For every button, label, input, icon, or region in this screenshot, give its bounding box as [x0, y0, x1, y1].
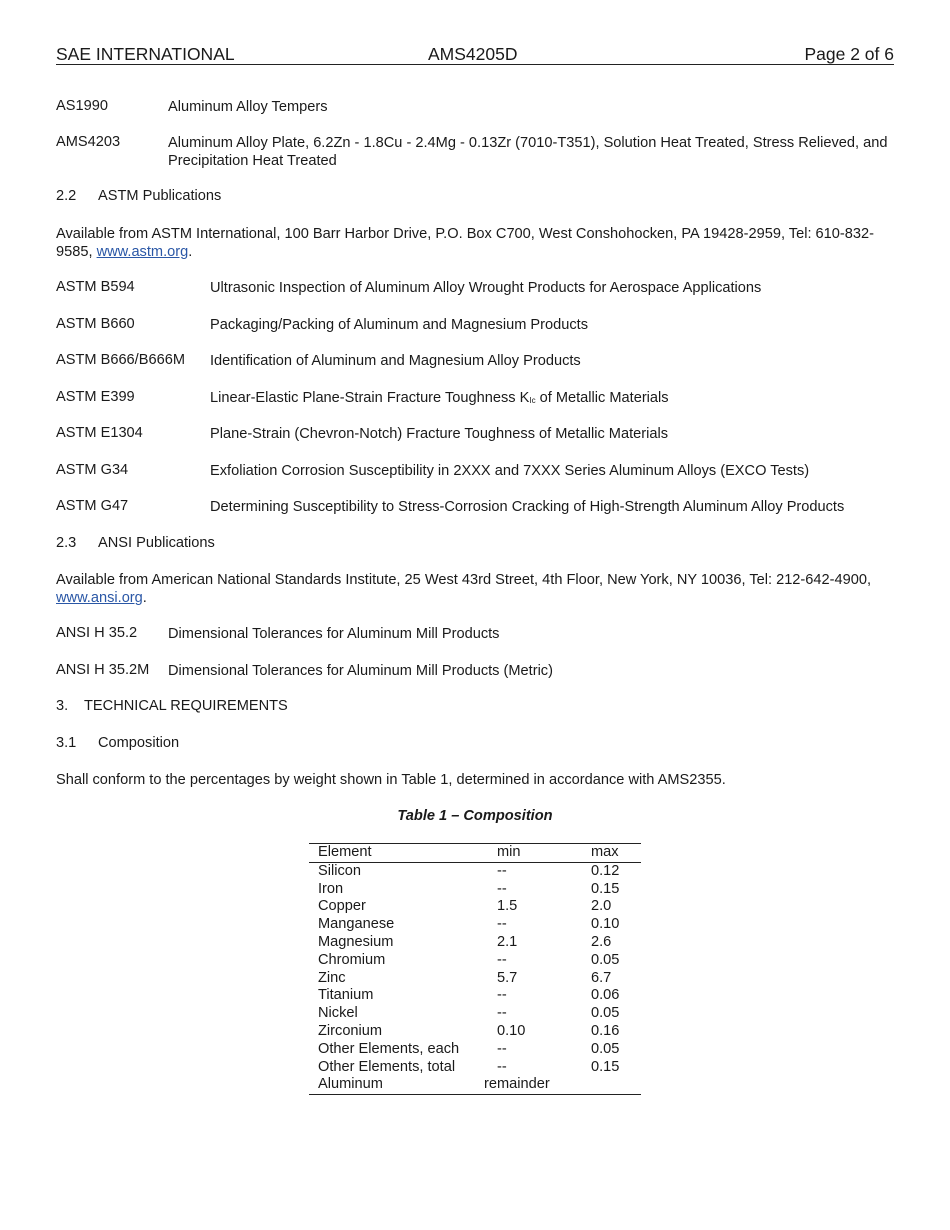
table-row — [309, 1059, 641, 1077]
ansi-link[interactable]: www.ansi.org — [56, 590, 143, 606]
cell-min: 2.1 — [497, 933, 518, 950]
section-number-3-1: 3.1 — [56, 735, 77, 751]
cell-element: Zinc — [318, 969, 346, 986]
table-caption: Table 1 – Composition — [397, 808, 553, 824]
cell-min: -- — [497, 951, 507, 968]
ref-code-astm-e399: ASTM E399 — [56, 389, 135, 405]
table-header-element: Element — [318, 844, 372, 860]
cell-min: -- — [497, 987, 507, 1004]
cell-element: Manganese — [318, 916, 395, 933]
ref-title-astm-b666: Identification of Aluminum and Magnesium Alloy Products — [210, 353, 581, 369]
ref-title-astm-e399 — [210, 389, 894, 410]
ref-code-ams4203: AMS4203 — [56, 134, 121, 150]
cell-element: Magnesium — [318, 933, 394, 950]
ref-title-astm-b660: Packaging/Packing of Aluminum and Magnesium Products — [210, 317, 589, 333]
cell-min: -- — [497, 916, 507, 933]
header-page-number: Page 2 of 6 — [804, 44, 894, 64]
ref-code-astm-b666: ASTM B666/B666M — [56, 352, 185, 368]
section-heading-astm: ASTM Publications — [98, 188, 222, 204]
ref-code-astm-g47: ASTM G47 — [56, 498, 129, 514]
cell-max: 0.05 — [591, 1005, 620, 1022]
table-row — [309, 952, 641, 970]
cell-min: -- — [497, 1040, 507, 1057]
astm-link[interactable]: www.astm.org — [96, 244, 189, 260]
table-header-min: min — [497, 844, 521, 860]
ref-title-ams4203: Aluminum Alloy Plate, 6.2Zn - 1.8Cu - 2.4Mg - 0.13Zr (7010-T351), Solution Heat Treated, Stress Relieved, and Precipitation Heat Treated — [168, 135, 888, 169]
cell-max: 0.10 — [591, 916, 620, 933]
cell-min: -- — [497, 880, 507, 897]
cell-element: Iron — [318, 880, 344, 897]
cell-max: 2.0 — [591, 898, 612, 915]
cell-max: 0.15 — [591, 880, 620, 897]
table-row — [309, 934, 641, 952]
table-row — [309, 1041, 641, 1059]
ref-title-e399-subscript: Ic — [529, 396, 536, 405]
table-row — [309, 862, 641, 880]
cell-element: Titanium — [318, 987, 374, 1004]
cell-max: 0.15 — [591, 1058, 620, 1075]
page-header — [56, 44, 894, 65]
cell-max: 6.7 — [591, 969, 612, 986]
cell-element: Zirconium — [318, 1022, 383, 1039]
cell-max: 0.05 — [591, 1040, 620, 1057]
ref-title-astm-e1304: Plane-Strain (Chevron-Notch) Fracture Toughness of Metallic Materials — [210, 426, 668, 442]
ref-code-astm-b660: ASTM B660 — [56, 316, 135, 332]
section-heading-composition: Composition — [98, 735, 180, 751]
cell-min: -- — [497, 862, 507, 879]
cell-min: 1.5 — [497, 898, 518, 915]
cell-element: Nickel — [318, 1005, 358, 1022]
cell-max: 2.6 — [591, 933, 612, 950]
cell-max: 0.05 — [591, 951, 620, 968]
composition-table — [309, 843, 641, 1095]
section-number-2-2: 2.2 — [56, 188, 77, 204]
section-heading-technical-requirements: TECHNICAL REQUIREMENTS — [84, 698, 288, 714]
cell-element: Aluminum — [318, 1076, 383, 1093]
ref-title-e399-pre: Linear-Elastic Plane-Strain Fracture Toughness K — [210, 390, 530, 406]
section-number-2-3: 2.3 — [56, 535, 77, 551]
cell-min: -- — [497, 1005, 507, 1022]
cell-min: remainder — [484, 1076, 550, 1093]
ref-title-as1990: Aluminum Alloy Tempers — [168, 99, 328, 115]
cell-max: 0.16 — [591, 1022, 620, 1039]
section-number-3: 3. — [56, 698, 69, 714]
header-org: SAE INTERNATIONAL — [56, 44, 235, 64]
ref-title-e399-post: of Metallic Materials — [535, 390, 669, 406]
cell-element: Copper — [318, 898, 366, 915]
ref-code-ansi-h35-2: ANSI H 35.2 — [56, 625, 138, 641]
astm-availability-text: Available from ASTM International, 100 Barr Harbor Drive, P.O. Box C700, West Conshohocken, PA 19428-2959, Tel: 610-832-9585, — [56, 226, 874, 260]
table-row — [309, 916, 641, 934]
table-row — [309, 987, 641, 1005]
table-row — [309, 898, 641, 916]
table-row — [309, 1076, 641, 1094]
table-header-max: max — [591, 844, 619, 860]
cell-min: 0.10 — [497, 1022, 526, 1039]
ref-title-ansi-h35-2: Dimensional Tolerances for Aluminum Mill Products — [168, 626, 500, 642]
table-row — [309, 1005, 641, 1023]
cell-max — [582, 1076, 641, 1094]
ref-code-astm-b594: ASTM B594 — [56, 279, 135, 295]
ref-code-astm-e1304: ASTM E1304 — [56, 425, 143, 441]
cell-element: Silicon — [318, 862, 361, 879]
cell-element: Other Elements, each — [318, 1040, 460, 1057]
table-row — [309, 881, 641, 899]
cell-element: Other Elements, total — [318, 1058, 456, 1075]
cell-min: 5.7 — [497, 969, 518, 986]
cell-max: 0.12 — [591, 862, 620, 879]
section-heading-ansi: ANSI Publications — [98, 535, 215, 551]
ansi-availability-text: Available from American National Standards Institute, 25 West 43rd Street, 4th Floor, New York, NY 10036, Tel: 212-642-4900, — [56, 572, 872, 588]
ref-title-astm-b594: Ultrasonic Inspection of Aluminum Alloy Wrought Products for Aerospace Applications — [210, 280, 762, 296]
cell-element: Chromium — [318, 951, 386, 968]
table-header-row — [309, 844, 641, 863]
composition-text: Shall conform to the percentages by weight shown in Table 1, determined in accordance with AMS2355. — [56, 772, 726, 788]
ref-title-ansi-h35-2m: Dimensional Tolerances for Aluminum Mill Products (Metric) — [168, 663, 553, 679]
ref-code-ansi-h35-2m: ANSI H 35.2M — [56, 662, 150, 678]
table-row — [309, 970, 641, 988]
cell-min: -- — [497, 1058, 507, 1075]
ref-title-astm-g34: Exfoliation Corrosion Susceptibility in 2XXX and 7XXX Series Aluminum Alloys (EXCO Tests) — [210, 463, 810, 479]
ansi-availability: Available from American National Standards Institute, 25 West 43rd Street, 4th Floor, New York, NY 10036, Tel: 212-642-4900, www.ansi.org. — [56, 572, 872, 606]
ref-title-astm-g47: Determining Susceptibility to Stress-Corrosion Cracking of High-Strength Aluminum Alloy Products — [210, 499, 845, 515]
header-doc-number: AMS4205D — [428, 44, 518, 64]
table-row — [309, 1023, 641, 1041]
ref-code-astm-g34: ASTM G34 — [56, 462, 129, 478]
astm-availability: Available from ASTM International, 100 Barr Harbor Drive, P.O. Box C700, West Conshohocken, PA 19428-2959, Tel: 610-832-9585, www.astm.org. — [56, 226, 874, 260]
cell-max: 0.06 — [591, 987, 620, 1004]
ref-code-as1990: AS1990 — [56, 98, 108, 114]
